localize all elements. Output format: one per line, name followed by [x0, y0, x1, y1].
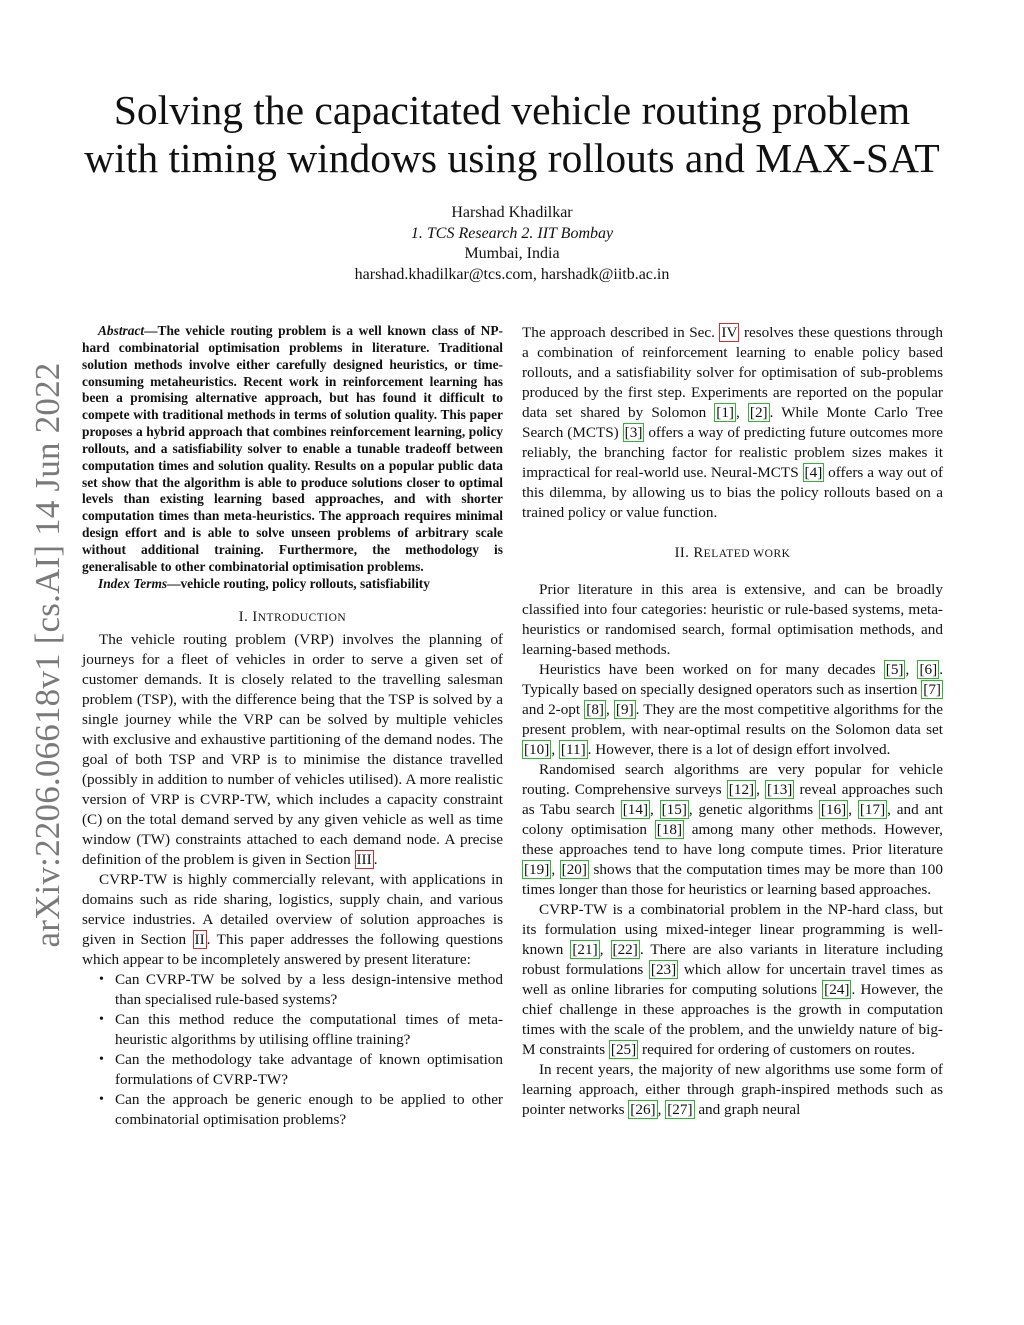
citation-link[interactable]: [25] [610, 1041, 637, 1058]
section-link-iv[interactable]: IV [721, 324, 738, 341]
author-name: Harshad Khadilkar [451, 204, 573, 221]
citation-link[interactable]: [3] [624, 424, 643, 441]
arxiv-identifier: arXiv:2206.06618v1 [cs.AI] 14 Jun 2022 [28, 362, 67, 948]
citation-link[interactable]: [11] [560, 741, 586, 758]
citation-link[interactable]: [26] [630, 1101, 656, 1118]
citation-link[interactable]: [9] [615, 701, 634, 718]
bullet-icon: • [99, 1091, 104, 1107]
list-item: • Can the approach be generic enough to be applied to other combinatorial optimisation problems? [99, 1090, 503, 1128]
citation-link[interactable]: [13] [767, 781, 793, 798]
citation-link[interactable]: [18] [656, 821, 683, 838]
author-email: harshad.khadilkar@tcs.com, harshadk@iitb.ac.in [354, 265, 670, 283]
list-item: • Can CVRP-TW be solved by a less design-intensive method than specialised rule-based systems? [99, 970, 503, 1008]
citation-link[interactable]: [1] [716, 404, 734, 421]
citation-link[interactable]: [24] [824, 981, 850, 998]
abstract-text: —The vehicle routing problem is a well known class of NP-hard combinatorial optimisation problems in literature. Traditional solution methods involve either carefully designed heuristics, or time-consuming metaheuristics. Recent work in reinforcement learning has been a promising alternative approach, but has found it difficult to compete with traditional methods in terms of solution quality. This paper proposes a hybrid approach that combines reinforcement learning, policy rollouts, and a satisfiability solver to enable a tunable tradeoff between computation times and solution quality. Results on a popular public data set show that the algorithm is able to produce solutions closer to optimal levels than existing learning based approaches, and with shorter computation times than meta-heuristics. The approach requires minimal design effort and is able to solve unseen problems of arbitrary scale without additional training. Furthermore, the methodology is generalisable to other combinatorial optimisation problems. [82, 323, 503, 574]
citation-link[interactable]: [7] [923, 681, 941, 698]
citation-link[interactable]: [8] [586, 701, 604, 718]
paper-title [70, 86, 954, 182]
left-column [82, 323, 503, 1130]
citation-link[interactable]: [22] [612, 941, 638, 958]
citation-link[interactable]: [20] [561, 861, 587, 878]
citation-link[interactable]: [27] [667, 1101, 693, 1118]
index-terms-label: Index Terms [98, 575, 168, 591]
right-column [522, 323, 943, 1120]
abstract-label: Abstract [98, 323, 145, 338]
abstract [82, 323, 503, 576]
index-terms [82, 576, 503, 593]
related-paragraph-2: Heuristics have been worked on for many decades [5] , [6] . Typically based on specially designed operators such as insertion [7] and 2-opt [8] , [9] . They are the most competitive algorithms for the present problem, with near-optimal results on the Solomon data set [10] , [11] . However, there is a lot of design effort involved. [522, 661, 943, 758]
section-heading-related-work: II. RELATED WORK [674, 545, 791, 561]
citation-link[interactable]: [17] [859, 801, 886, 818]
citation-link[interactable]: [2] [749, 404, 768, 421]
citation-link[interactable]: [12] [728, 781, 755, 798]
intro-paragraph-1: The vehicle routing problem (VRP) involves the planning of journeys for a fleet of vehicles in order to serve a given set of customer demands. It is closely related to the travelling salesman problem (TSP), with the difference being that the TSP is solved by a single journey while the VRP can be solved by multiple vehicles with exclusive and exhaustive partitioning of the demand nodes. The goal of both TSP and VRP is to minimise the distance travelled (possibly in addition to number of vehicles utilised). A more realistic version of VRP is CVRP-TW, which includes a capacity constraint (C) on the total demand served by any given vehicle as well as time window (TW) constraints attached to each demand node. A precise definition of the problem is given in Section III . [82, 630, 503, 868]
section-link-ii[interactable]: II [194, 930, 205, 948]
title-line-1: Solving the capacitated vehicle routing problem [113, 87, 911, 133]
citation-link[interactable]: [5] [885, 661, 904, 678]
related-paragraph-3: Randomised search algorithms are very popular for vehicle routing. Comprehensive surveys [12] , [13] reveal approaches such as Tabu search [14] , [15] , genetic algorithms [16] , [17] , and ant colony optimisation [18] among many other methods. However, these approaches tend to have long compute times. Prior literature [19] , [20] shows that the computation times may be more than 100 times longer than those for heuristics or learning based approaches. [522, 761, 944, 898]
citation-link[interactable]: [16] [820, 801, 847, 818]
index-terms-text: —vehicle routing, policy rollouts, satisfiability [167, 575, 430, 591]
bullet-icon: • [99, 1051, 104, 1067]
author-location: Mumbai, India [464, 245, 560, 262]
bullet-icon: • [99, 1011, 104, 1027]
research-questions-list [82, 970, 503, 1130]
citation-link[interactable]: [23] [650, 961, 677, 978]
citation-link[interactable]: [6] [919, 661, 938, 678]
citation-link[interactable]: [14] [622, 801, 649, 818]
citation-link[interactable]: [4] [804, 464, 823, 481]
author-block [200, 203, 824, 285]
section-link-iii[interactable]: III [356, 850, 372, 868]
bullet-icon: • [99, 971, 104, 987]
related-paragraph-4: CVRP-TW is a combinatorial problem in the NP-hard class, but its formulation using mixed-integer linear programming is well-known [21] , [22] . There are also variants in literature including robust formulations [23] which allow for uncertain travel times as well as online libraries for computing solutions [24] . However, the chief challenge in these approaches is the growth in computation times with the scale of the problem, and the unwieldy nature of big-M constraints [25] required for ordering of customers on routes. [522, 901, 944, 1058]
intro-paragraph-2: CVRP-TW is highly commercially relevant, with applications in domains such as ride sharing, logistics, supply chain, and various service industries. A detailed overview of solution approaches is given in Section II . This paper addresses the following questions which appear to be incompletely answered by present literature: [82, 870, 503, 968]
citation-link[interactable]: [10] [524, 741, 550, 758]
list-item: • Can this method reduce the computational times of meta-heuristic algorithms by utilising offline training? [99, 1010, 503, 1048]
author-affiliation: 1. TCS Research 2. IIT Bombay [410, 224, 614, 242]
section-heading-introduction: I. INTRODUCTION [238, 608, 347, 625]
citation-link[interactable]: [15] [661, 801, 687, 818]
related-paragraph-1: Prior literature in this area is extensive, and can be broadly classified into four categories: heuristic or rule-based systems, meta-heuristics or randomised search, formal optimisation methods, and learning-based methods. [522, 581, 943, 658]
title-line-2: with timing windows using rollouts and MAX-SAT [84, 135, 940, 181]
approach-paragraph: The approach described in Sec. IV resolves these questions through a combination of reinforcement learning to enable policy based rollouts, and a satisfiability solver for optimisation of sub-problems produced by the first step. Experiments are reported on the popular data set shared by Solomon [1] , [2] . While Monte Carlo Tree Search (MCTS) [3] offers a way of predicting future outcomes more reliably, the branching factor for realistic problem sizes makes it impractical for real-world use. Neural-MCTS [4] offers a way out of this dilemma, by allowing us to bias the policy rollouts based on a trained policy or value function. [522, 324, 944, 521]
related-paragraph-5: In recent years, the majority of new algorithms use some form of learning approach, either through graph-inspired methods such as pointer networks [26] , [27] and graph neural [522, 1061, 943, 1118]
list-item: • Can the methodology take advantage of known optimisation formulations of CVRP-TW? [99, 1050, 503, 1088]
citation-link[interactable]: [19] [524, 861, 550, 878]
citation-link[interactable]: [21] [572, 941, 598, 958]
